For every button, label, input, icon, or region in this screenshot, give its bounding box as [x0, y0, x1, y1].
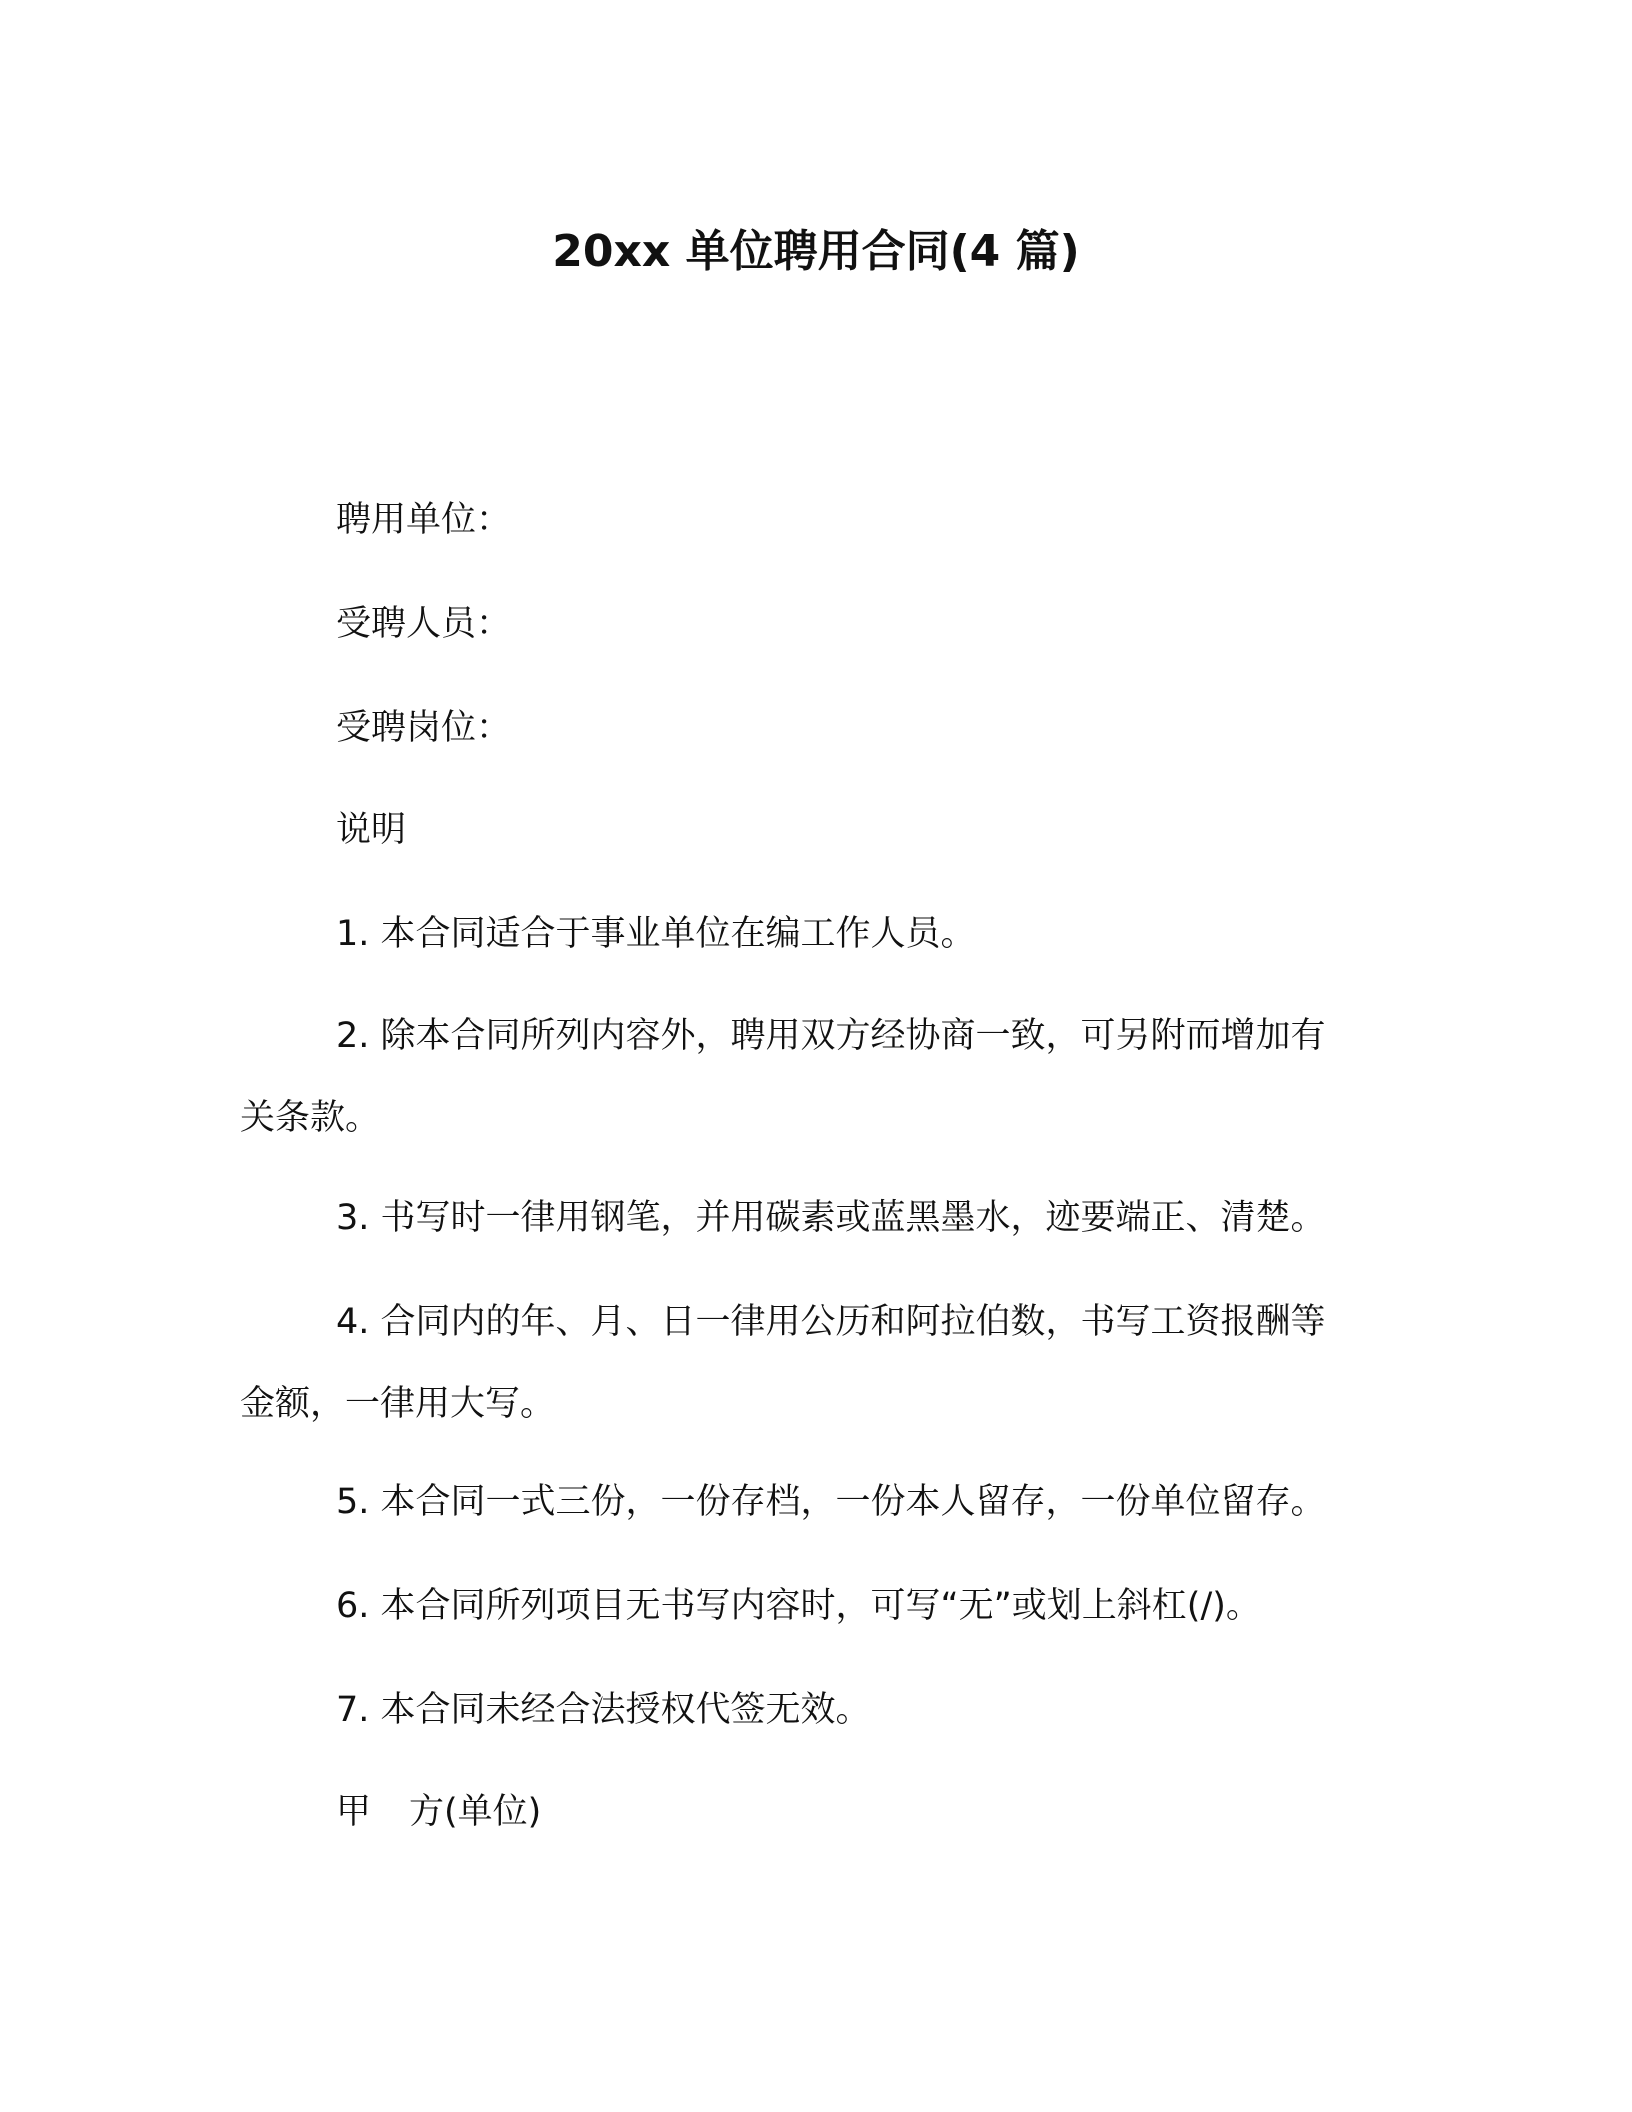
party-a-char1: 甲 — [336, 1792, 372, 1832]
list-item — [240, 1680, 1390, 1740]
document-title: 20xx 单位聘用合同(4 篇) — [552, 226, 1080, 277]
list-item — [240, 1188, 1390, 1248]
item-line: 1. 本合同适合于事业单位在编工作人员。 — [336, 914, 976, 954]
item-line: 6. 本合同所列项目无书写内容时，可写“无”或划上斜杠(/)。 — [336, 1586, 1261, 1626]
party-a-label — [336, 1782, 1486, 1842]
list-item — [240, 1472, 1390, 1532]
list-item — [240, 904, 1390, 964]
item-line: 关条款。 — [240, 1098, 381, 1138]
item-line: 3. 书写时一律用钢笔，并用碳素或蓝黑墨水，迹要端正、清楚。 — [336, 1198, 1326, 1238]
field-employer: 聘用单位： — [336, 500, 512, 540]
item-line: 5. 本合同一式三份，一份存档，一份本人留存，一份单位留存。 — [336, 1482, 1326, 1522]
list-item — [240, 1576, 1390, 1636]
item-line: 4. 合同内的年、月、日一律用公历和阿拉伯数，书写工资报酬等 — [336, 1302, 1326, 1342]
field-employee: 受聘人员： — [336, 604, 512, 644]
list-item — [240, 1006, 1390, 1148]
item-line: 金额，一律用大写。 — [240, 1384, 556, 1424]
party-a-char2: 方(单位) — [409, 1792, 542, 1832]
item-line: 2. 除本合同所列内容外，聘用双方经协商一致，可另附而增加有 — [336, 1016, 1326, 1056]
list-item — [240, 1292, 1390, 1434]
item-line: 7. 本合同未经合法授权代签无效。 — [336, 1690, 871, 1730]
field-position: 受聘岗位： — [336, 708, 512, 748]
section-heading: 说明 — [336, 810, 407, 850]
